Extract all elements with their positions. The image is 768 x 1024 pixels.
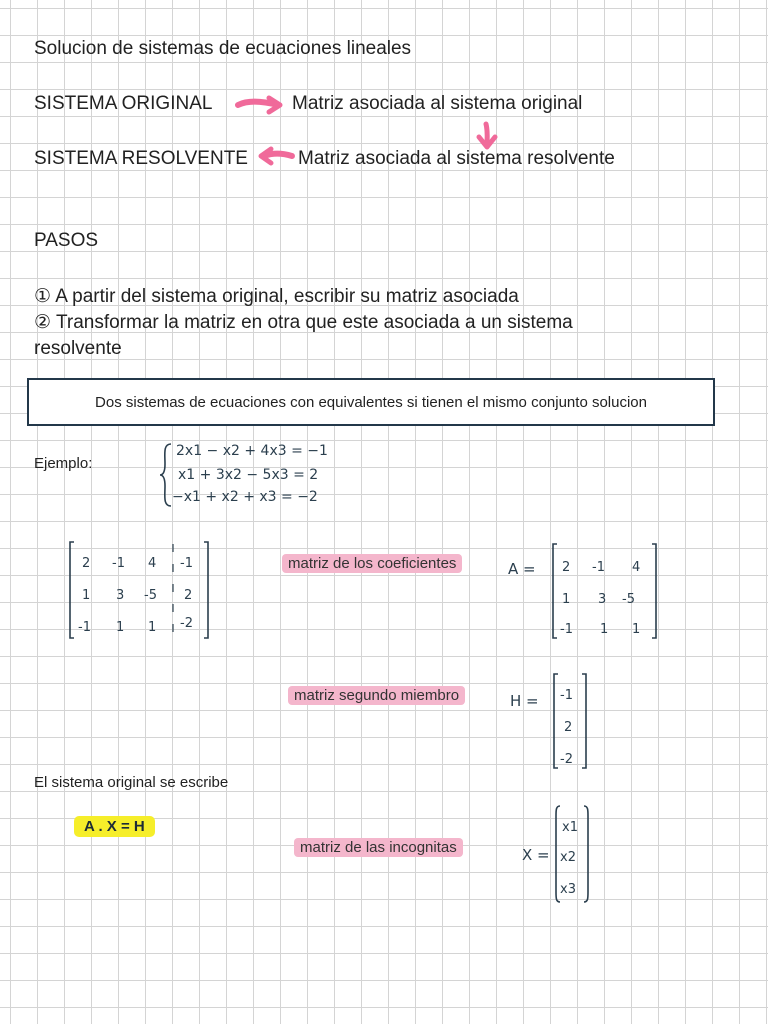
aug-cell-1-2: -1 bbox=[112, 556, 125, 571]
aug-cell-3-1: -1 bbox=[78, 620, 91, 635]
unknowns-matrix bbox=[554, 804, 592, 904]
definition-callout bbox=[27, 378, 715, 426]
equation-3: −x1 + x2 + x3 = −2 bbox=[172, 489, 318, 505]
coef-cell-1-2: -1 bbox=[592, 560, 605, 575]
second-member-symbol: H = bbox=[510, 692, 539, 710]
aug-cell-1-4: -1 bbox=[180, 556, 193, 571]
second-member-matrix bbox=[550, 672, 590, 770]
coefficients-matrix bbox=[548, 542, 662, 640]
arrow-right-icon bbox=[236, 94, 284, 116]
step-2-line-1: ② Transformar la matriz en otra que este asociada a un sistema bbox=[34, 312, 573, 333]
definition-text: Dos sistemas de ecuaciones con equivalentes si tienen el mismo conjunto solucion bbox=[95, 393, 647, 411]
coefficients-symbol: A = bbox=[508, 560, 536, 578]
aug-cell-1-3: 4 bbox=[148, 556, 157, 571]
h-cell-3: -2 bbox=[560, 752, 573, 767]
coef-cell-2-2: 3 bbox=[598, 592, 607, 607]
step-1: ① A partir del sistema original, escribir su matriz asociada bbox=[34, 286, 519, 307]
x-cell-2: x2 bbox=[560, 850, 576, 865]
x-cell-1: x1 bbox=[562, 820, 578, 835]
aug-cell-3-3: 1 bbox=[148, 620, 157, 635]
equation-2: x1 + 3x2 − 5x3 = 2 bbox=[178, 467, 319, 483]
resolvent-system-label: SISTEMA RESOLVENTE bbox=[34, 148, 248, 169]
equation-1: 2x1 − x2 + 4x3 = −1 bbox=[176, 443, 328, 459]
coef-cell-3-2: 1 bbox=[600, 622, 609, 637]
second-member-label: matriz segundo miembro bbox=[288, 686, 465, 705]
arrow-left-icon bbox=[258, 146, 296, 166]
aug-cell-2-1: 1 bbox=[82, 588, 91, 603]
resolvent-matrix-label: Matriz asociada al sistema resolvente bbox=[298, 148, 615, 169]
page-title: Solucion de sistemas de ecuaciones lineales bbox=[34, 38, 412, 59]
aug-cell-3-2: 1 bbox=[116, 620, 125, 635]
coef-cell-3-1: -1 bbox=[560, 622, 573, 637]
coef-cell-1-1: 2 bbox=[562, 560, 571, 575]
aug-cell-3-4: -2 bbox=[180, 616, 193, 631]
original-system-label: SISTEMA ORIGINAL bbox=[34, 93, 213, 114]
matrix-equation: A . X = H bbox=[74, 816, 155, 837]
unknowns-symbol: X = bbox=[522, 846, 550, 864]
aug-cell-1-1: 2 bbox=[82, 556, 91, 571]
h-cell-1: -1 bbox=[560, 688, 573, 703]
original-form-text: El sistema original se escribe bbox=[34, 774, 229, 791]
coef-cell-2-1: 1 bbox=[562, 592, 571, 607]
example-label: Ejemplo: bbox=[34, 455, 93, 472]
original-matrix-label: Matriz asociada al sistema original bbox=[292, 93, 583, 114]
aug-cell-2-4: 2 bbox=[184, 588, 193, 603]
x-cell-3: x3 bbox=[560, 882, 576, 897]
coef-cell-2-3: -5 bbox=[622, 592, 635, 607]
aug-cell-2-2: 3 bbox=[116, 588, 125, 603]
coef-cell-3-3: 1 bbox=[632, 622, 641, 637]
coef-cell-1-3: 4 bbox=[632, 560, 641, 575]
unknowns-label: matriz de las incognitas bbox=[294, 838, 463, 857]
aug-cell-2-3: -5 bbox=[144, 588, 157, 603]
step-2-line-2: resolvente bbox=[34, 338, 122, 359]
h-cell-2: 2 bbox=[564, 720, 573, 735]
coefficients-label: matriz de los coeficientes bbox=[282, 554, 462, 573]
augmented-matrix bbox=[66, 540, 212, 640]
steps-heading: PASOS bbox=[34, 230, 99, 251]
